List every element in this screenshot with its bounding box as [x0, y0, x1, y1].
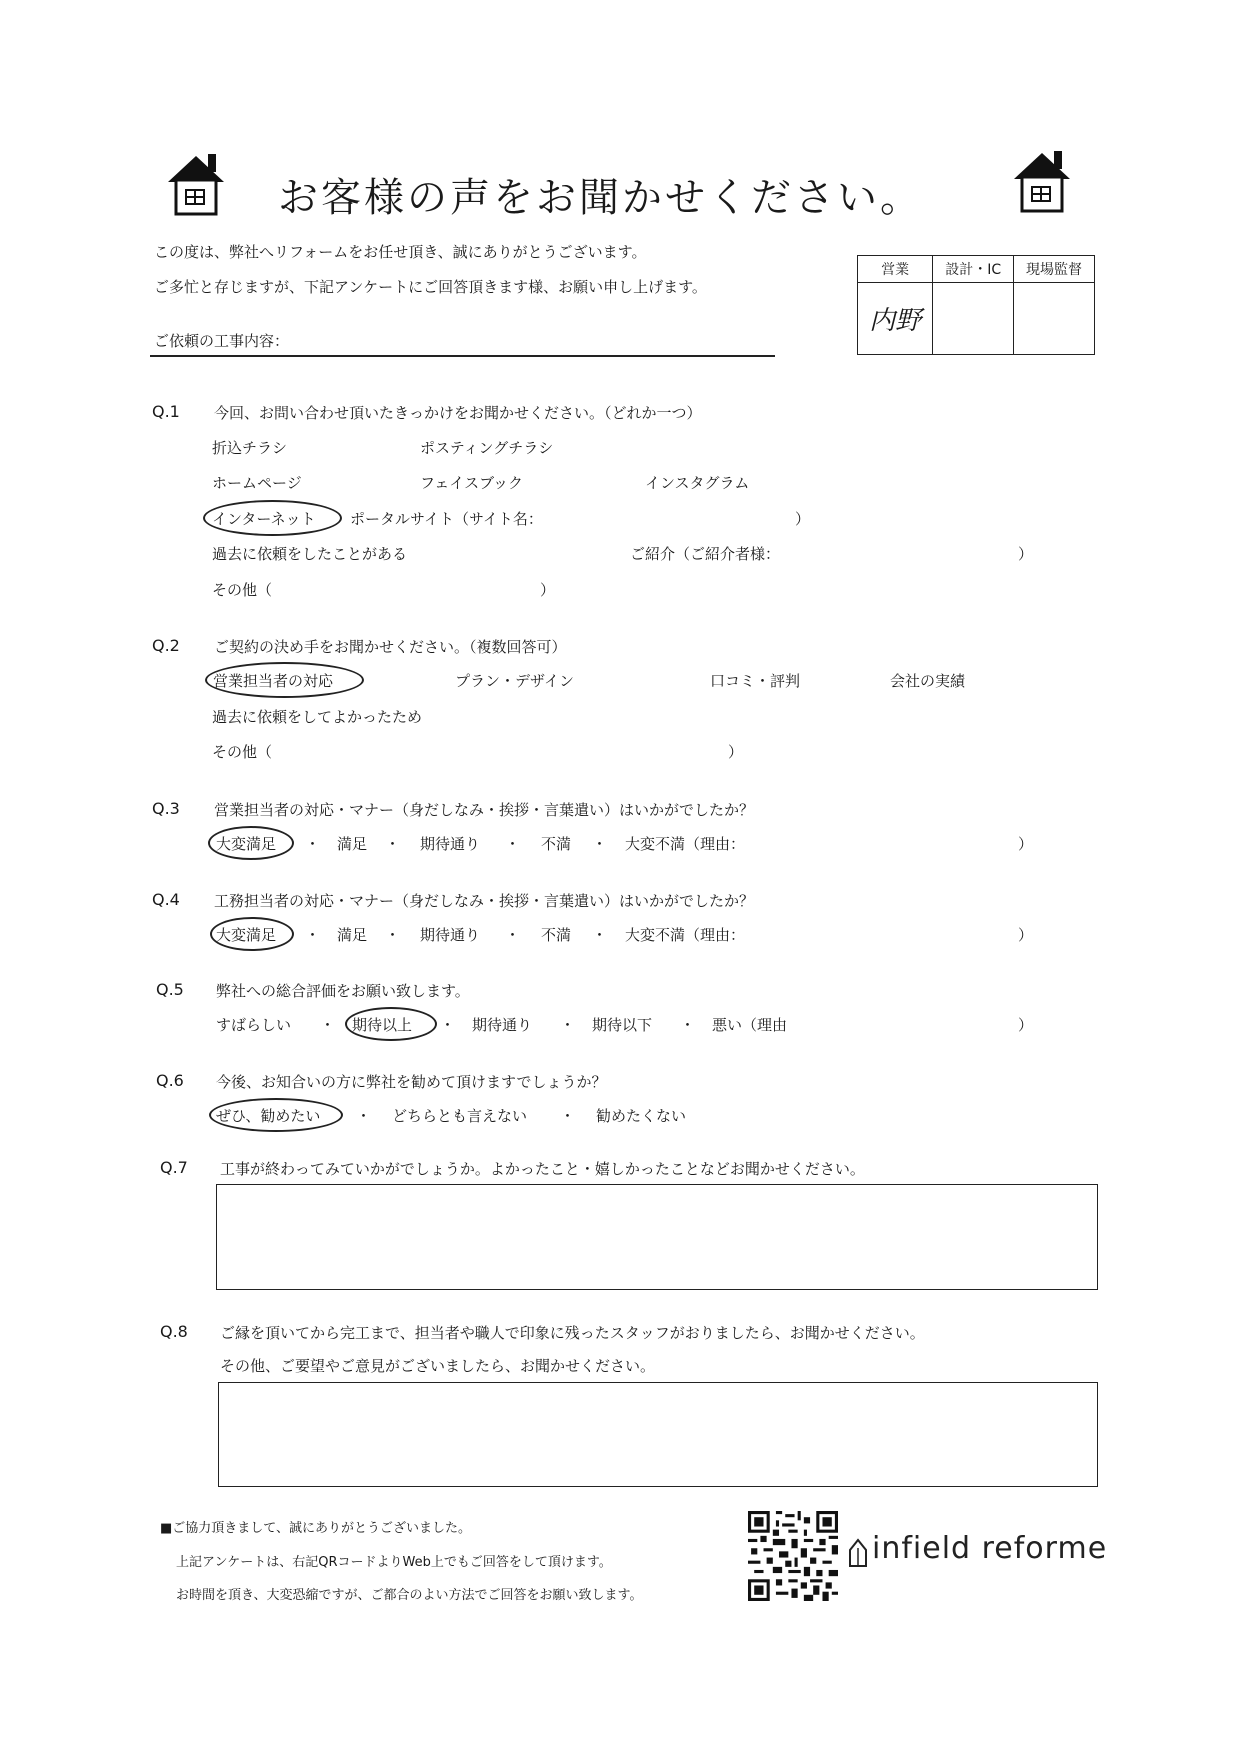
q5-dot-2: ・: [440, 1016, 456, 1034]
q5-dot-1: ・: [320, 1016, 336, 1034]
q3-question: 営業担当者の対応・マナー（身だしなみ・挨拶・言葉遣い）はいかがでしたか？: [214, 801, 755, 819]
footer-thanks: ■ご協力頂きまして、誠にありがとうございました。: [160, 1521, 472, 1536]
q1-opt-flyer[interactable]: 折込チラシ: [212, 439, 288, 457]
q4-selected-circle: [210, 917, 294, 951]
q5-opt-below[interactable]: 期待以下: [592, 1016, 653, 1034]
q2-question: ご契約の決め手をお聞かせください。（複数回答可）: [214, 638, 567, 656]
q1-referral-close: ）: [1018, 545, 1034, 563]
house-icon-left: [164, 148, 228, 218]
q2-other-close: ）: [728, 743, 744, 761]
house-icon-right: [1010, 145, 1074, 215]
footer-request: お時間を頂き、大変恐縮ですが、ご都合のよい方法でご回答をお願い致します。: [176, 1588, 643, 1603]
q2-opt-record[interactable]: 会社の実績: [890, 672, 966, 690]
q1-other-close: ）: [540, 581, 556, 599]
q4-dot-1: ・: [305, 926, 321, 944]
q6-opt-recommend[interactable]: ぜひ、勧めたい: [216, 1107, 321, 1125]
q5-dot-3: ・: [560, 1016, 576, 1034]
q3-opt-very-dissatisfied[interactable]: 大変不満（理由：: [625, 835, 746, 853]
q3-dot-3: ・: [505, 835, 521, 853]
intro-line-2: ご多忙と存じますが、下記アンケートにご回答頂きます様、お願い申し上げます。: [154, 278, 707, 296]
q1-selected-circle: [203, 500, 342, 536]
q5-selected-circle: [345, 1007, 437, 1041]
staff-col-design: 設計・IC: [933, 256, 1014, 283]
q1-opt-portal[interactable]: ポータルサイト（サイト名：: [350, 510, 543, 528]
q4-opt-very-dissatisfied[interactable]: 大変不満（理由：: [625, 926, 746, 944]
q6-opt-neutral[interactable]: どちらとも言えない: [392, 1107, 528, 1125]
q2-opt-other[interactable]: その他（: [212, 743, 273, 761]
q4-dot-3: ・: [505, 926, 521, 944]
q8-number: Q.8: [160, 1322, 188, 1341]
q7-number: Q.7: [160, 1158, 188, 1177]
request-underline: [150, 355, 775, 357]
q1-opt-other[interactable]: その他（: [212, 581, 273, 599]
q2-number: Q.2: [152, 636, 180, 655]
q1-opt-instagram[interactable]: インスタグラム: [645, 474, 750, 492]
q1-opt-posting[interactable]: ポスティングチラシ: [420, 439, 554, 457]
q6-dot-1: ・: [356, 1107, 372, 1125]
staff-col-sales: 営業: [858, 256, 933, 283]
q4-dot-2: ・: [385, 926, 401, 944]
page-title: お客様の声をお聞かせください。: [278, 175, 923, 221]
q5-opt-expected[interactable]: 期待通り: [472, 1016, 533, 1034]
q4-opt-dissatisfied[interactable]: 不満: [541, 926, 572, 944]
q7-answer-box[interactable]: [216, 1184, 1098, 1290]
intro-line-1: この度は、弊社へリフォームをお任せ頂き、誠にありがとうございます。: [154, 243, 647, 261]
q3-opt-dissatisfied[interactable]: 不満: [541, 835, 572, 853]
q4-opt-very-satisfied[interactable]: 大変満足: [216, 926, 277, 944]
q8-question-1: ご縁を頂いてから完工まで、担当者や職人で印象に残ったスタッフがおりましたら、お聞かせください。: [220, 1324, 925, 1342]
q5-dot-4: ・: [680, 1016, 696, 1034]
staff-table: [857, 255, 1095, 355]
q8-answer-box[interactable]: [218, 1382, 1098, 1487]
company-logo: infield reforme: [872, 1531, 1108, 1566]
q5-opt-above[interactable]: 期待以上: [352, 1016, 413, 1034]
staff-col-supervisor: 現場監督: [1014, 256, 1095, 283]
q3-close: ）: [1018, 835, 1034, 853]
q4-close: ）: [1018, 926, 1034, 944]
logo-house-icon: [848, 1536, 868, 1568]
q3-dot-2: ・: [385, 835, 401, 853]
q6-selected-circle: [209, 1098, 343, 1132]
q5-question: 弊社への総合評価をお願い致します。: [216, 982, 470, 1000]
q2-selected-circle: [205, 662, 364, 698]
q2-opt-sales[interactable]: 営業担当者の対応: [213, 672, 334, 690]
q1-opt-homepage[interactable]: ホームページ: [212, 474, 302, 492]
q4-dot-4: ・: [592, 926, 608, 944]
q3-dot-1: ・: [305, 835, 321, 853]
q6-number: Q.6: [156, 1071, 184, 1090]
q1-question: 今回、お問い合わせ頂いたきっかけをお聞かせください。（どれか一つ）: [214, 404, 702, 422]
staff-sales-name[interactable]: 内野: [858, 283, 933, 355]
q5-number: Q.5: [156, 980, 184, 999]
q2-opt-plan[interactable]: プラン・デザイン: [455, 672, 574, 690]
q6-question: 今後、お知合いの方に弊社を勧めて頂けますでしょうか？: [216, 1073, 607, 1091]
staff-design-name[interactable]: [933, 283, 1014, 355]
q4-opt-satisfied[interactable]: 満足: [337, 926, 368, 944]
q2-opt-reviews[interactable]: 口コミ・評判: [710, 672, 801, 690]
request-label: ご依頼の工事内容：: [154, 332, 290, 350]
q4-question: 工務担当者の対応・マナー（身だしなみ・挨拶・言葉遣い）はいかがでしたか？: [214, 892, 755, 910]
q8-question-2: その他、ご要望やご意見がございましたら、お聞かせください。: [220, 1357, 656, 1375]
q1-opt-referral[interactable]: ご紹介（ご紹介者様：: [630, 545, 781, 563]
q1-portal-close: ）: [795, 510, 811, 528]
qr-code-icon[interactable]: [748, 1511, 838, 1601]
q1-opt-facebook[interactable]: フェイスブック: [420, 474, 524, 492]
q3-number: Q.3: [152, 799, 180, 818]
q3-opt-satisfied[interactable]: 満足: [337, 835, 368, 853]
q1-opt-internet[interactable]: インターネット: [212, 510, 316, 528]
q4-number: Q.4: [152, 890, 180, 909]
q3-opt-very-satisfied[interactable]: 大変満足: [216, 835, 277, 853]
q6-dot-2: ・: [560, 1107, 576, 1125]
footer-qr-note: 上記アンケートは、右記QRコードよりWeb上でもご回答をして頂けます。: [176, 1555, 612, 1570]
q5-opt-bad[interactable]: 悪い（理由: [712, 1016, 788, 1034]
q3-selected-circle: [208, 826, 294, 860]
staff-supervisor-name[interactable]: [1014, 283, 1095, 355]
q3-dot-4: ・: [592, 835, 608, 853]
q1-opt-past[interactable]: 過去に依頼をしたことがある: [212, 545, 408, 563]
q6-opt-not-recommend[interactable]: 勧めたくない: [596, 1107, 687, 1125]
q4-opt-expected[interactable]: 期待通り: [420, 926, 481, 944]
q5-opt-excellent[interactable]: すばらしい: [216, 1016, 292, 1034]
q3-opt-expected[interactable]: 期待通り: [420, 835, 481, 853]
q7-question: 工事が終わってみていかがでしょうか。よかったこと・嬉しかったことなどお聞かせください。: [220, 1160, 865, 1178]
q1-number: Q.1: [152, 402, 180, 421]
q5-close: ）: [1018, 1016, 1034, 1034]
q2-opt-past[interactable]: 過去に依頼をしてよかったため: [212, 708, 423, 726]
